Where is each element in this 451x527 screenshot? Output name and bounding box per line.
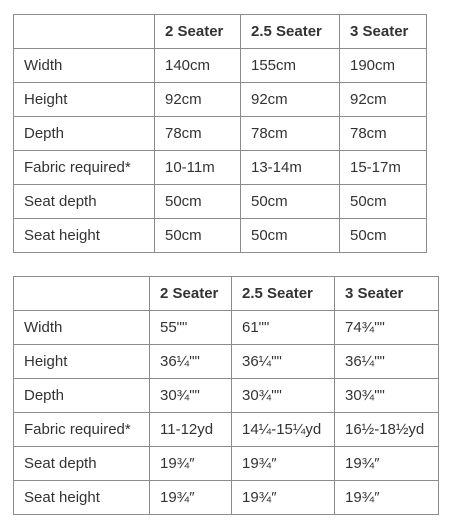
table-cell: 19¾″ [335,447,439,481]
row-label: Fabric required* [14,413,150,447]
table-cell: 10-11m [155,151,241,185]
table-cell: 155cm [241,49,340,83]
table-cell: 15-17m [340,151,427,185]
table-cell: 30¾"" [232,379,335,413]
table-header-row [14,15,427,49]
table-row [14,83,427,117]
row-label: Depth [14,117,155,151]
table-row [14,185,427,219]
header-2-5-seater: 2.5 Seater [241,15,340,49]
header-3-seater: 3 Seater [340,15,427,49]
row-label: Height [14,345,150,379]
imperial-dimensions-table [13,276,439,515]
table-row [14,311,439,345]
table-cell: 50cm [241,185,340,219]
table-cell: 19¾″ [232,447,335,481]
table-cell: 50cm [155,219,241,253]
header-2-seater: 2 Seater [155,15,241,49]
table-cell: 30¾"" [335,379,439,413]
table-cell: 19¾″ [150,481,232,515]
table-cell: 92cm [340,83,427,117]
table-row [14,151,427,185]
table-cell: 78cm [155,117,241,151]
table-cell: 36¼"" [335,345,439,379]
table-row [14,49,427,83]
table-row [14,413,439,447]
table-cell: 92cm [155,83,241,117]
table-cell: 140cm [155,49,241,83]
table-row [14,481,439,515]
table-cell: 61"" [232,311,335,345]
table-cell: 92cm [241,83,340,117]
row-label: Seat height [14,481,150,515]
row-label: Width [14,311,150,345]
table-header-row [14,277,439,311]
table-cell: 50cm [241,219,340,253]
table-cell: 16½-18½yd [335,413,439,447]
table-cell: 50cm [340,219,427,253]
table-cell: 190cm [340,49,427,83]
row-label: Seat height [14,219,155,253]
table-cell: 36¼"" [150,345,232,379]
row-label: Fabric required* [14,151,155,185]
header-2-5-seater: 2.5 Seater [232,277,335,311]
table-cell: 36¼"" [232,345,335,379]
table-cell: 19¾″ [335,481,439,515]
table-cell: 14¼-15¼yd [232,413,335,447]
row-label: Height [14,83,155,117]
table-cell: 11-12yd [150,413,232,447]
row-label: Width [14,49,155,83]
table-cell: 74¾"" [335,311,439,345]
table-cell: 30¾"" [150,379,232,413]
table-row [14,345,439,379]
table-cell: 78cm [340,117,427,151]
row-label: Seat depth [14,447,150,481]
table-row [14,219,427,253]
table-cell: 50cm [340,185,427,219]
row-label: Depth [14,379,150,413]
header-corner-cell [14,277,150,311]
table-cell: 19¾″ [232,481,335,515]
header-corner-cell [14,15,155,49]
table-cell: 50cm [155,185,241,219]
table-cell: 55"" [150,311,232,345]
table-cell: 78cm [241,117,340,151]
header-3-seater: 3 Seater [335,277,439,311]
table-row [14,379,439,413]
row-label: Seat depth [14,185,155,219]
metric-dimensions-table [13,14,427,253]
table-cell: 13-14m [241,151,340,185]
table-cell: 19¾″ [150,447,232,481]
header-2-seater: 2 Seater [150,277,232,311]
table-row [14,447,439,481]
table-row [14,117,427,151]
